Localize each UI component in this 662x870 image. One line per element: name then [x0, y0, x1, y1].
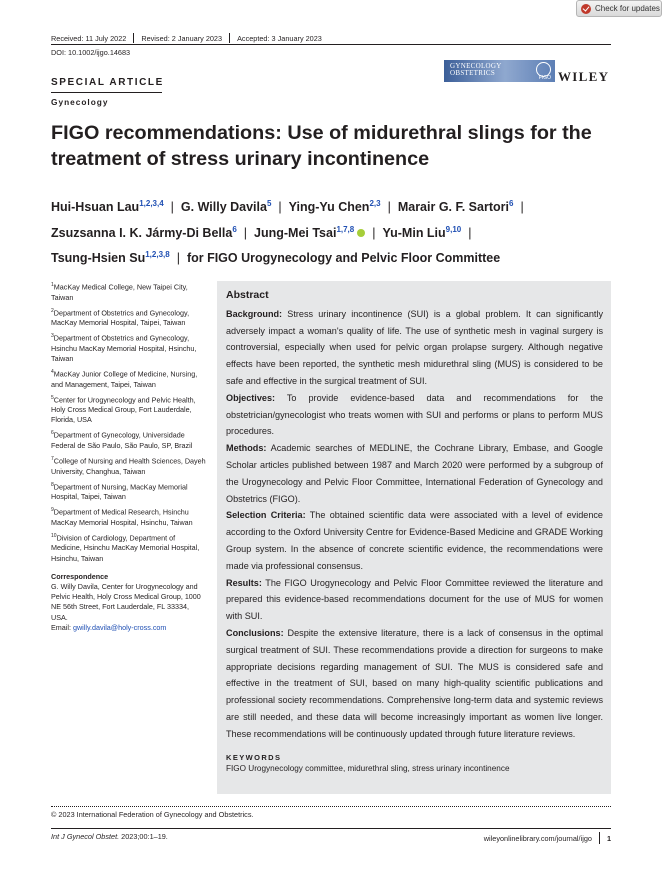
author-affiliation-ref[interactable]: 1,2,3,8 — [145, 250, 170, 260]
journal-url-link[interactable]: wileyonlinelibrary.com/journal/ijgo — [483, 833, 592, 843]
affiliation-item: $^5$Center for Urogynecology and Pelvic Health, Holy Cross Medical Group, Fort Lauderdale, Florida, USA — [51, 394, 196, 425]
header-rule — [51, 44, 611, 45]
copyright-notice: © 2023 International Federation of Gynecology and Obstetrics. — [51, 810, 254, 819]
article-title: FIGO recommendations: Use of midurethral slings for the treatment of stress urinary incontinence — [51, 122, 592, 170]
affiliation-item: $^4$MacKay Junior College of Medicine, Nursing, and Management, Taipei, Taiwan — [51, 368, 198, 389]
author-affiliation-ref[interactable]: 5 — [266, 199, 272, 208]
article-dates — [51, 33, 322, 43]
author-name: G. Willy Davila — [180, 200, 267, 215]
divider — [599, 832, 600, 844]
journal-logo-line1: GYNECOLOGY — [450, 62, 502, 70]
author-affiliation-ref[interactable]: 6 — [508, 199, 514, 208]
article-type: SPECIAL ARTICLE — [51, 77, 164, 88]
doi[interactable]: DOI: 10.1002/ijgo.14683 — [51, 48, 131, 57]
author-name: Hui-Hsuan Lau — [51, 200, 140, 215]
figo-logo-text: FIGO — [538, 75, 551, 81]
abstract-background: Background: Stress urinary incontinence (SUI) is a global problem. It can significantly adversely impact a woman's quality of life. The use of synthetic mesh in vaginal surgery is controversial, especially when used for pelvic organ prolapse surgery. Although negative effects have been reported, the synthetic mesh midurethral sling (MUS) is considered to be safe and effective in the surgical treatment of SUI. — [226, 308, 603, 386]
revised-date: Revised: 2 January 2023 — [141, 33, 223, 43]
affiliation-item: $^1$MacKay Medical College, New Taipei City, Taiwan — [51, 282, 188, 302]
abstract-panel — [217, 281, 611, 794]
correspondence-address: G. Willy Davila, Center for Urogynecology and Pelvic Health, Holy Cross Medical Group, 1000 NE 56th Street, Fort Lauderdale, FL 33334, USA. — [51, 581, 201, 622]
affiliations — [51, 280, 206, 633]
author-affiliation-ref[interactable]: 6 — [232, 224, 237, 234]
received-date: Received: 11 July 2022 — [51, 33, 127, 43]
journal-abbrev: Int J Gynecol Obstet. — [51, 832, 120, 841]
author-affiliation-ref[interactable]: 1,2,3,4 — [139, 199, 164, 208]
author-group: for FIGO Urogynecology and Pelvic Floor Committee — [186, 251, 501, 266]
author-list: Hui-Hsuan Lau$^{1,2,3,4}$ | G. Willy Davila$^5$ | Ying-Yu Chen$^{2,3}$ | Marair G. F. Sartori$^6$ | Zsuzsanna I. K. Jármy-Di Bella$^6$ | Jung-Mei Tsai$^{1,7,8}$ | Yu-Min Liu$^{9,10}$ | Tsung-Hsien Su$^{1,2,3,8}$ | for FIGO Urogynecology and Pelvic Floor Committee — [51, 199, 524, 266]
affiliation-item: $^8$Department of Nursing, MacKay Memorial Hospital, Taipei, Taiwan — [51, 481, 188, 502]
abstract-selection-criteria: Selection Criteria: The obtained scientific data were associated with a level of evidence according to the Oxford University Centre for Evidence-Based Medicine and GRADE Working Group system. In the absence of concrete scientific evidence, the recommendations were made via professional consensus. — [226, 510, 603, 571]
article-type-rule — [51, 92, 162, 93]
divider — [133, 33, 134, 43]
footer-citation: Int J Gynecol Obstet. 2023;00:1–19. — [51, 832, 168, 841]
check-for-updates-button[interactable] — [576, 0, 662, 17]
footer-right — [484, 832, 611, 844]
abstract-conclusions: Conclusions: Despite the extensive literature, there is a lack of consensus in the optimal surgical treatment of SUI. These recommendations provide a direction for surgeons to make appropriate decisions regarding management of SUI. The MUS is considered safe and effective in the treatment of SUI, based on many high-quality scientific publications and professional society recommendations. Comprehensive long-term data and systemic reviews are still needed, and these data will become increasingly important as women live longer. These recommendations will be continuously updated through future literature reviews. — [226, 627, 603, 739]
footer-rule — [51, 828, 611, 829]
author-name: Tsung-Hsien Su — [51, 251, 146, 266]
journal-logo — [444, 60, 555, 82]
affiliation-item: $^7$College of Nursing and Health Sciences, Dayeh University, Changhua, Taiwan — [51, 455, 206, 476]
abstract-heading: Abstract — [226, 289, 269, 301]
journal-logo-line2: OBSTETRICS — [450, 69, 496, 77]
checkmark-icon — [581, 4, 591, 14]
author-name: Yu-Min Liu — [382, 225, 446, 240]
author-affiliation-ref[interactable]: 9,10 — [445, 224, 462, 234]
author-name: Ying-Yu Chen — [288, 200, 370, 215]
check-for-updates-label: Check for updates — [595, 4, 660, 13]
accepted-date: Accepted: 3 January 2023 — [237, 33, 322, 43]
affiliation-item: $^{10}$Division of Cardiology, Department of Medicine, Hsinchu MacKay Memorial Hospital, Hsinchu, Taiwan — [51, 532, 200, 563]
publisher-logo: WILEY — [558, 69, 610, 84]
page-number: 1 — [606, 833, 611, 843]
author-name: Marair G. F. Sartori — [397, 200, 509, 215]
affiliation-item: $^2$Department of Obstetrics and Gynecology, MacKay Memorial Hospital, Taipei, Taiwan — [51, 307, 190, 328]
abstract-results: Results: The FIGO Urogynecology and Pelvic Floor Committee reviewed the literature and prepared this evidence-based recommendations document for the use of MUS for women with SUI. — [226, 577, 603, 622]
correspondence-email-row: Email: gwilly.davila@holy-cross.com — [51, 622, 167, 632]
abstract-objectives: Objectives: To provide evidence-based data and recommendations for the obstetrician/gynecologist who treats women with SUI and performs or plans to perform MUS procedures. — [226, 392, 603, 437]
author-affiliation-ref[interactable]: 2,3 — [369, 199, 381, 208]
abstract-methods: Methods: Academic searches of MEDLINE, the Cochrane Library, Embase, and Google Scholar articles published between 1987 and March 2020 were performed by a subgroup of the Urogynecology and Pelvic Floor Committee, International Federation of Gynecology and Obstetrics (FIGO). — [226, 443, 603, 504]
correspondence-heading: Correspondence — [51, 571, 109, 581]
affiliation-item: $^3$Department of Obstetrics and Gynecology, Hsinchu MacKay Memorial Hospital, Hsinchu, Taiwan — [51, 333, 197, 363]
affiliation-item: $^6$Department of Gynecology, Universidade Federal de São Paulo, São Paulo, SP, Brazil — [51, 430, 193, 450]
correspondence-email-link[interactable]: gwilly.davila@holy-cross.com — [72, 622, 167, 632]
author-name: Zsuzsanna I. K. Jármy-Di Bella — [51, 225, 233, 240]
author-name: Jung-Mei Tsai — [254, 225, 337, 240]
divider — [229, 33, 230, 43]
author-affiliation-ref[interactable]: 1,7,8 — [336, 224, 355, 234]
orcid-icon[interactable] — [357, 229, 365, 237]
footnote-separator — [51, 806, 611, 807]
keywords-list: FIGO Urogynecology committee, midurethral sling, stress urinary incontinence — [226, 763, 510, 773]
article-category: Gynecology — [51, 97, 109, 107]
keywords-heading: KEYWORDS — [226, 752, 282, 762]
affiliation-item: $^9$Department of Medical Research, Hsinchu MacKay Memorial Hospital, Hsinchu, Taiwan — [51, 507, 193, 527]
